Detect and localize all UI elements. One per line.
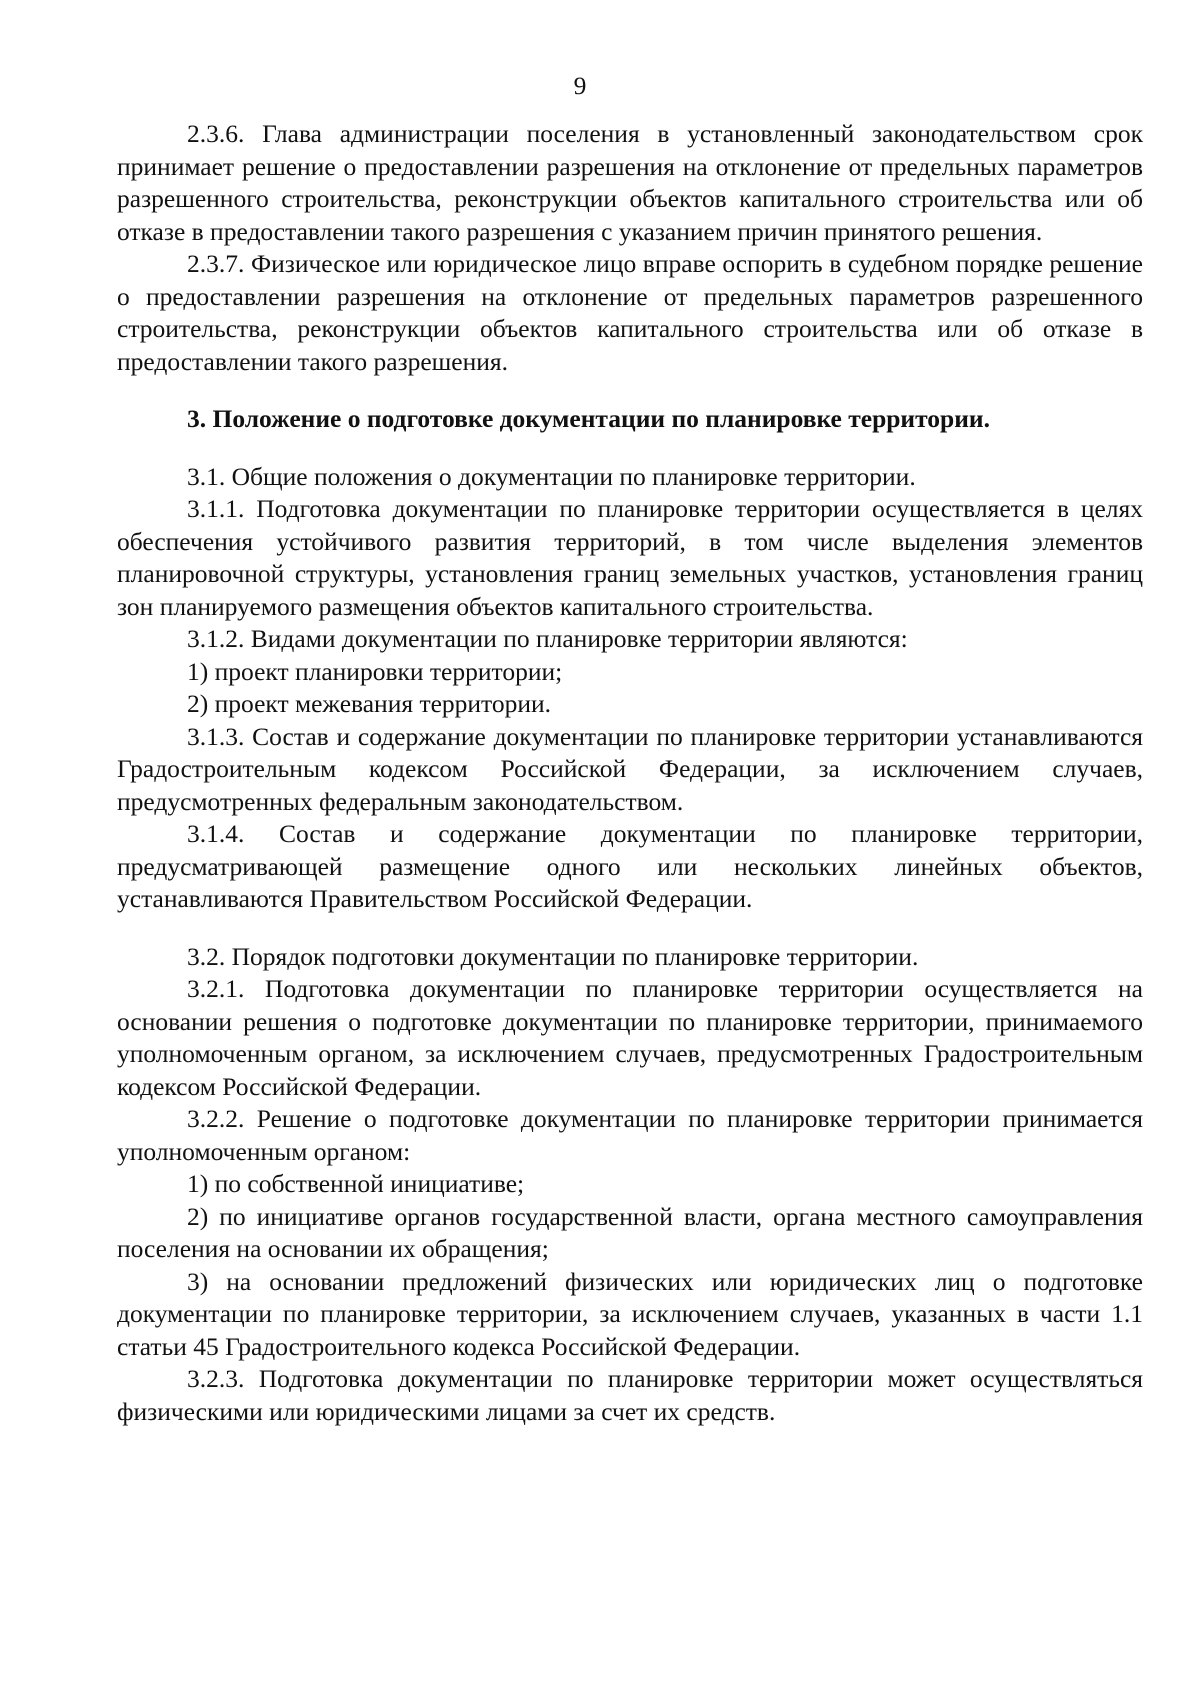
paragraph-3-2-1: 3.2.1. Подготовка документации по планировке территории осуществляется на основании решения о подготовке документации по планировке территории, принимаемого уполномоченным органом, за исключением случаев, предусмотренных Градостроительным кодексом Российской Федерации. — [117, 974, 1143, 1101]
list-item-3-2-2-3: 3) на основании предложений физических или юридических лиц о подготовке документации по планировке территории, за исключением случаев, указанных в части 1.1 статьи 45 Градостроительного кодекса Российской Федерации. — [117, 1266, 1143, 1361]
paragraph-3-1-2: 3.1.2. Видами документации по планировке территории являются: — [187, 624, 908, 653]
page-number: 9 — [573, 71, 587, 100]
subsection-title-3-2: 3.2. Порядок подготовки документации по планировке территории. — [187, 941, 919, 971]
subsection-title-3-1: 3.1. Общие положения о документации по планировке территории. — [187, 461, 916, 491]
paragraph-2-3-6: 2.3.6. Глава администрации поселения в установленный законодательством срок принимает решение о предоставлении разрешения на отклонение от предельных параметров разрешенного строительства, реконструкции объектов капитального строительства или об отказе в предоставлении такого разрешения с указанием причин принятого решения. — [117, 119, 1143, 246]
list-item-3-2-2-1: 1) по собственной инициативе; — [187, 1169, 525, 1198]
list-item-3-1-2-1: 1) проект планировки территории; — [187, 656, 563, 686]
paragraph-3-2-3: 3.2.3. Подготовка документации по планировке территории может осуществляться физическими или юридическими лицами за счет их средств. — [117, 1364, 1143, 1426]
section-heading-3: 3. Положение о подготовке документации по планировке территории. — [187, 404, 991, 433]
paragraph-2-3-7: 2.3.7. Физическое или юридическое лицо вправе оспорить в судебном порядке решение о предоставлении разрешения на отклонение от предельных параметров разрешенного строительства, реконструкции объектов капитального строительства или об отказе в предоставлении такого разрешения. — [117, 249, 1143, 376]
list-item-3-1-2-2: 2) проект межевания территории. — [187, 689, 552, 718]
list-item-3-2-2-2: 2) по инициативе органов государственной власти, органа местного самоуправления поселения на основании их обращения; — [117, 1201, 1143, 1263]
paragraph-3-2-2: 3.2.2. Решение о подготовке документации по планировке территории принимается уполномоченным органом: — [117, 1104, 1143, 1166]
paragraph-3-1-4: 3.1.4. Состав и содержание документации по планировке территории, предусматривающей размещение одного или нескольких линейных объектов, устанавливаются Правительством Российской Федерации. — [117, 819, 1143, 913]
document-body — [117, 118, 1143, 1428]
paragraph-3-1-3: 3.1.3. Состав и содержание документации по планировке территории устанавливаются Градостроительным кодексом Российской Федерации, за исключением случаев, предусмотренных федеральным законодательством. — [117, 721, 1143, 816]
paragraph-3-1-1: 3.1.1. Подготовка документации по планировке территории осуществляется в целях обеспечения устойчивого развития территорий, в том числе выделения элементов планировочной структуры, установления границ земельных участков, установления границ зон планируемого размещения объектов капитального строительства. — [117, 494, 1143, 621]
